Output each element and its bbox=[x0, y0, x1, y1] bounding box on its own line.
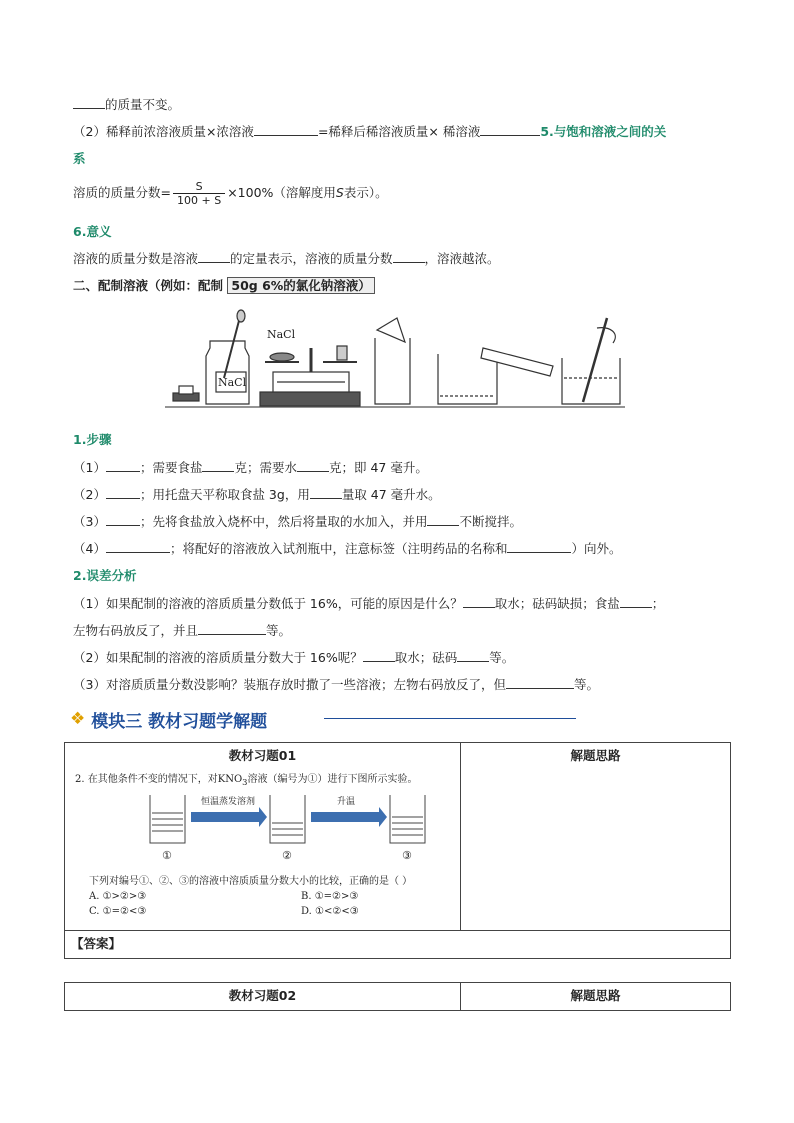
exercise-01-solution-cell bbox=[461, 743, 731, 931]
arrow-label: 恒温蒸发溶剂 bbox=[201, 797, 256, 807]
exercise-01-answer: 【答案】 bbox=[65, 931, 731, 959]
blank bbox=[73, 96, 105, 109]
heading-errors: 2.误差分析 bbox=[73, 568, 137, 583]
error-2: （2）如果配制的溶液的溶质质量分数大于 16%呢？ 取水；砝码 等。 bbox=[73, 650, 515, 665]
balance-icon bbox=[260, 392, 360, 406]
blank bbox=[254, 123, 318, 136]
option-a[interactable]: A. ①>②>③ bbox=[89, 891, 147, 902]
beaker-number: ① bbox=[162, 849, 172, 862]
exercise-01-cell bbox=[65, 743, 461, 931]
error-3: （3）对溶质质量分数没影响？装瓶存放时撒了一些溶液；左物右码放反了，但 等。 bbox=[73, 677, 599, 692]
beaker-icon bbox=[375, 338, 410, 404]
heading-5: 5.与饱和溶液之间的关 bbox=[540, 124, 667, 139]
heading-5-cont: 系 bbox=[73, 151, 86, 166]
exercise-02-solution-cell bbox=[461, 983, 731, 1011]
option-c[interactable]: C. ①=②<③ bbox=[89, 906, 147, 917]
diamond-icon: ❖ bbox=[70, 709, 86, 729]
exercise-02-cell bbox=[65, 983, 461, 1011]
heading-steps: 1.步骤 bbox=[73, 432, 112, 447]
exercise-01-question: 2. 在其他条件不变的情况下，对$KNO_3$溶液（编号为①）进行下图所示实验。 bbox=[75, 774, 418, 787]
module-3-title: ❖ 模块三 教材习题学解题 bbox=[70, 709, 268, 732]
exercise-01-title: 教材习题01 bbox=[228, 748, 297, 763]
arrow-icon bbox=[191, 807, 267, 827]
blank bbox=[393, 250, 425, 263]
figure-label: NaCl bbox=[267, 328, 296, 341]
module-rule bbox=[324, 718, 576, 719]
options-row-2 bbox=[65, 902, 460, 917]
fraction: $\frac{S}{100 + S}$ bbox=[173, 180, 225, 207]
beaker-icon bbox=[562, 358, 620, 404]
arrow-icon bbox=[311, 807, 387, 827]
options-row-1 bbox=[65, 887, 460, 902]
blank bbox=[198, 250, 230, 263]
heading-6: 6.意义 bbox=[73, 224, 112, 239]
figure-label: NaCl bbox=[218, 376, 247, 389]
exercise-01-table bbox=[64, 742, 731, 959]
beaker-number: ② bbox=[282, 849, 292, 862]
exercise-02-title: 教材习题02 bbox=[228, 988, 297, 1003]
option-d[interactable]: D. ①<②<③ bbox=[301, 906, 359, 917]
section-2-heading: 二、配制溶液（例如：配制 50g 6%的氯化钠溶液） bbox=[73, 277, 732, 295]
exercise-02-side-title: 解题思路 bbox=[570, 988, 621, 1003]
line-mass-unchanged: 的质量不变。 bbox=[73, 96, 732, 114]
line-meaning: 溶液的质量分数是溶液 的定量表示，溶液的质量分数 ，溶液越浓。 bbox=[73, 251, 500, 266]
exercise-02-table bbox=[64, 982, 731, 1011]
formula-line: 溶质的质量分数= $\frac{S}{100 + S}$ ×100%（溶解度用S表示）。 bbox=[73, 180, 388, 207]
step-2: （2） ；用托盘天平称取食盐 3g，用 量取 47 毫升水。 bbox=[73, 487, 441, 502]
step-3: （3） ；先将食盐放入烧杯中，然后将量取的水加入，并用 不断搅拌。 bbox=[73, 514, 522, 529]
blank bbox=[480, 123, 540, 136]
error-1: （1）如果配制的溶液的溶质质量分数低于 16%，可能的原因是什么？ 取水；砝码缺损；食盐 ； bbox=[73, 596, 665, 611]
beaker-number: ③ bbox=[402, 849, 412, 862]
beaker-2-icon bbox=[270, 795, 305, 843]
experiment-figure bbox=[65, 787, 460, 865]
step-1: （1） ；需要食盐 克；需要水 克；即 47 毫升。 bbox=[73, 460, 428, 475]
arrow-label: 升温 bbox=[337, 797, 356, 807]
exercise-01-side-title: 解题思路 bbox=[570, 748, 621, 763]
option-b[interactable]: B. ①=②>③ bbox=[301, 891, 359, 902]
line-dilution: （2）稀释前浓溶液质量×浓溶液 =稀释后稀溶液质量× 稀溶液 5.与饱和溶液之间的关 bbox=[73, 124, 667, 139]
beaker-3-icon bbox=[390, 795, 425, 843]
error-1-cont: 左物右码放反了，并且 等。 bbox=[73, 623, 292, 638]
exercise-01-prompt: 下列对编号①、②、③的溶液中溶质质量分数大小的比较，正确的是（ ） bbox=[89, 876, 413, 887]
weight-icon bbox=[337, 346, 347, 360]
step-4: （4） ；将配好的溶液放入试剂瓶中，注意标签（注明药品的名称和 ）向外。 bbox=[73, 541, 622, 556]
apparatus-figure bbox=[165, 308, 625, 413]
